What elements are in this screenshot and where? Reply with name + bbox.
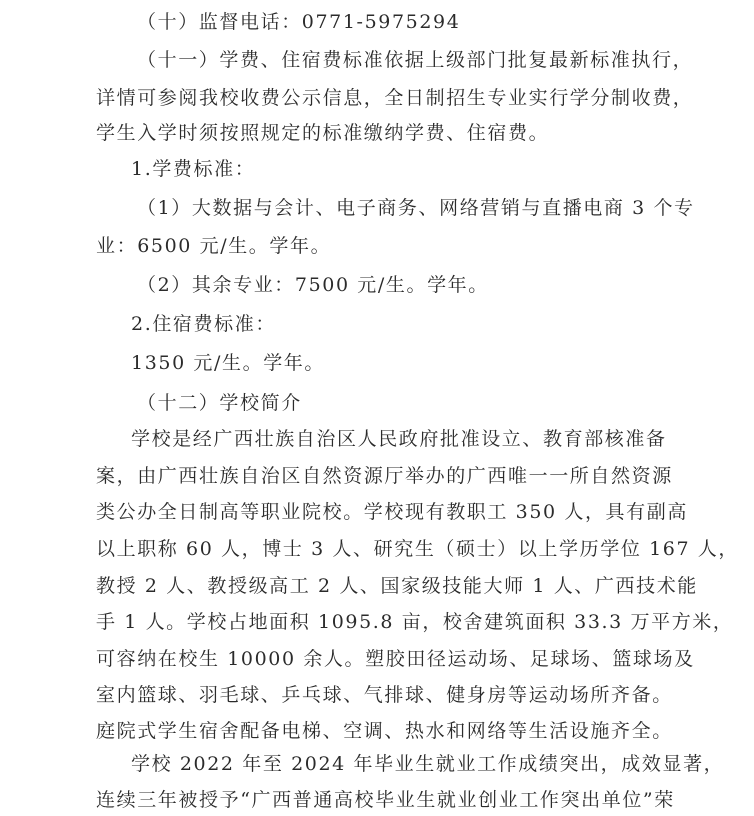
paragraph-line: 学校 2022 年至 2024 年毕业生就业工作成绩突出，成效显著， (131, 753, 725, 775)
tuition-standard-heading: 1.学费标准： (131, 158, 256, 180)
tuition-item-1-amount: 业：6500 元/生。学年。 (96, 235, 332, 257)
school-intro-heading: （十二）学校简介 (137, 392, 302, 414)
accommodation-standard-heading: 2.住宿费标准： (131, 313, 276, 335)
paragraph-line: 连续三年被授予“广西普通高校毕业生就业创业工作突出单位”荣 (96, 789, 675, 811)
tuition-item-1-line: （1）大数据与会计、电子商务、网络营销与直播电商 3 个专 (137, 197, 695, 219)
paragraph-line: 可容纳在校生 10000 余人。塑胶田径运动场、足球场、篮球场及 (96, 648, 695, 670)
supervision-phone-line: （十）监督电话：0771-5975294 (137, 11, 461, 33)
tuition-item-2-line: （2）其余专业：7500 元/生。学年。 (137, 274, 489, 296)
fee-standard-heading-line: （十一）学费、住宿费标准依据上级部门批复最新标准执行， (137, 49, 694, 71)
paragraph-line: 室内篮球、羽毛球、乒乓球、气排球、健身房等运动场所齐备。 (96, 684, 673, 706)
accommodation-amount: 1350 元/生。学年。 (131, 352, 325, 374)
paragraph-line: 学生入学时须按照规定的标准缴纳学费、住宿费。 (96, 122, 550, 144)
paragraph-line: 类公办全日制高等职业院校。学校现有教职工 350 人，具有副高 (96, 501, 688, 523)
paragraph-line: 手 1 人。学校占地面积 1095.8 亩，校舍建筑面积 33.3 万平方米， (96, 611, 734, 633)
paragraph-line: 学校是经广西壮族自治区人民政府批准设立、教育部核准备 (131, 428, 667, 450)
paragraph-line: 教授 2 人、教授级高工 2 人、国家级技能大师 1 人、广西技术能 (96, 575, 698, 597)
paragraph-line: 案，由广西壮族自治区自然资源厅举办的广西唯一一所自然资源 (96, 465, 673, 487)
paragraph-line: 详情可参阅我校收费公示信息，全日制招生专业实行学分制收费， (96, 87, 694, 109)
paragraph-line: 庭院式学生宿舍配备电梯、空调、热水和网络等生活设施齐全。 (96, 720, 673, 742)
paragraph-line: 以上职称 60 人，博士 3 人、研究生（硕士）以上学历学位 167 人， (96, 538, 739, 560)
